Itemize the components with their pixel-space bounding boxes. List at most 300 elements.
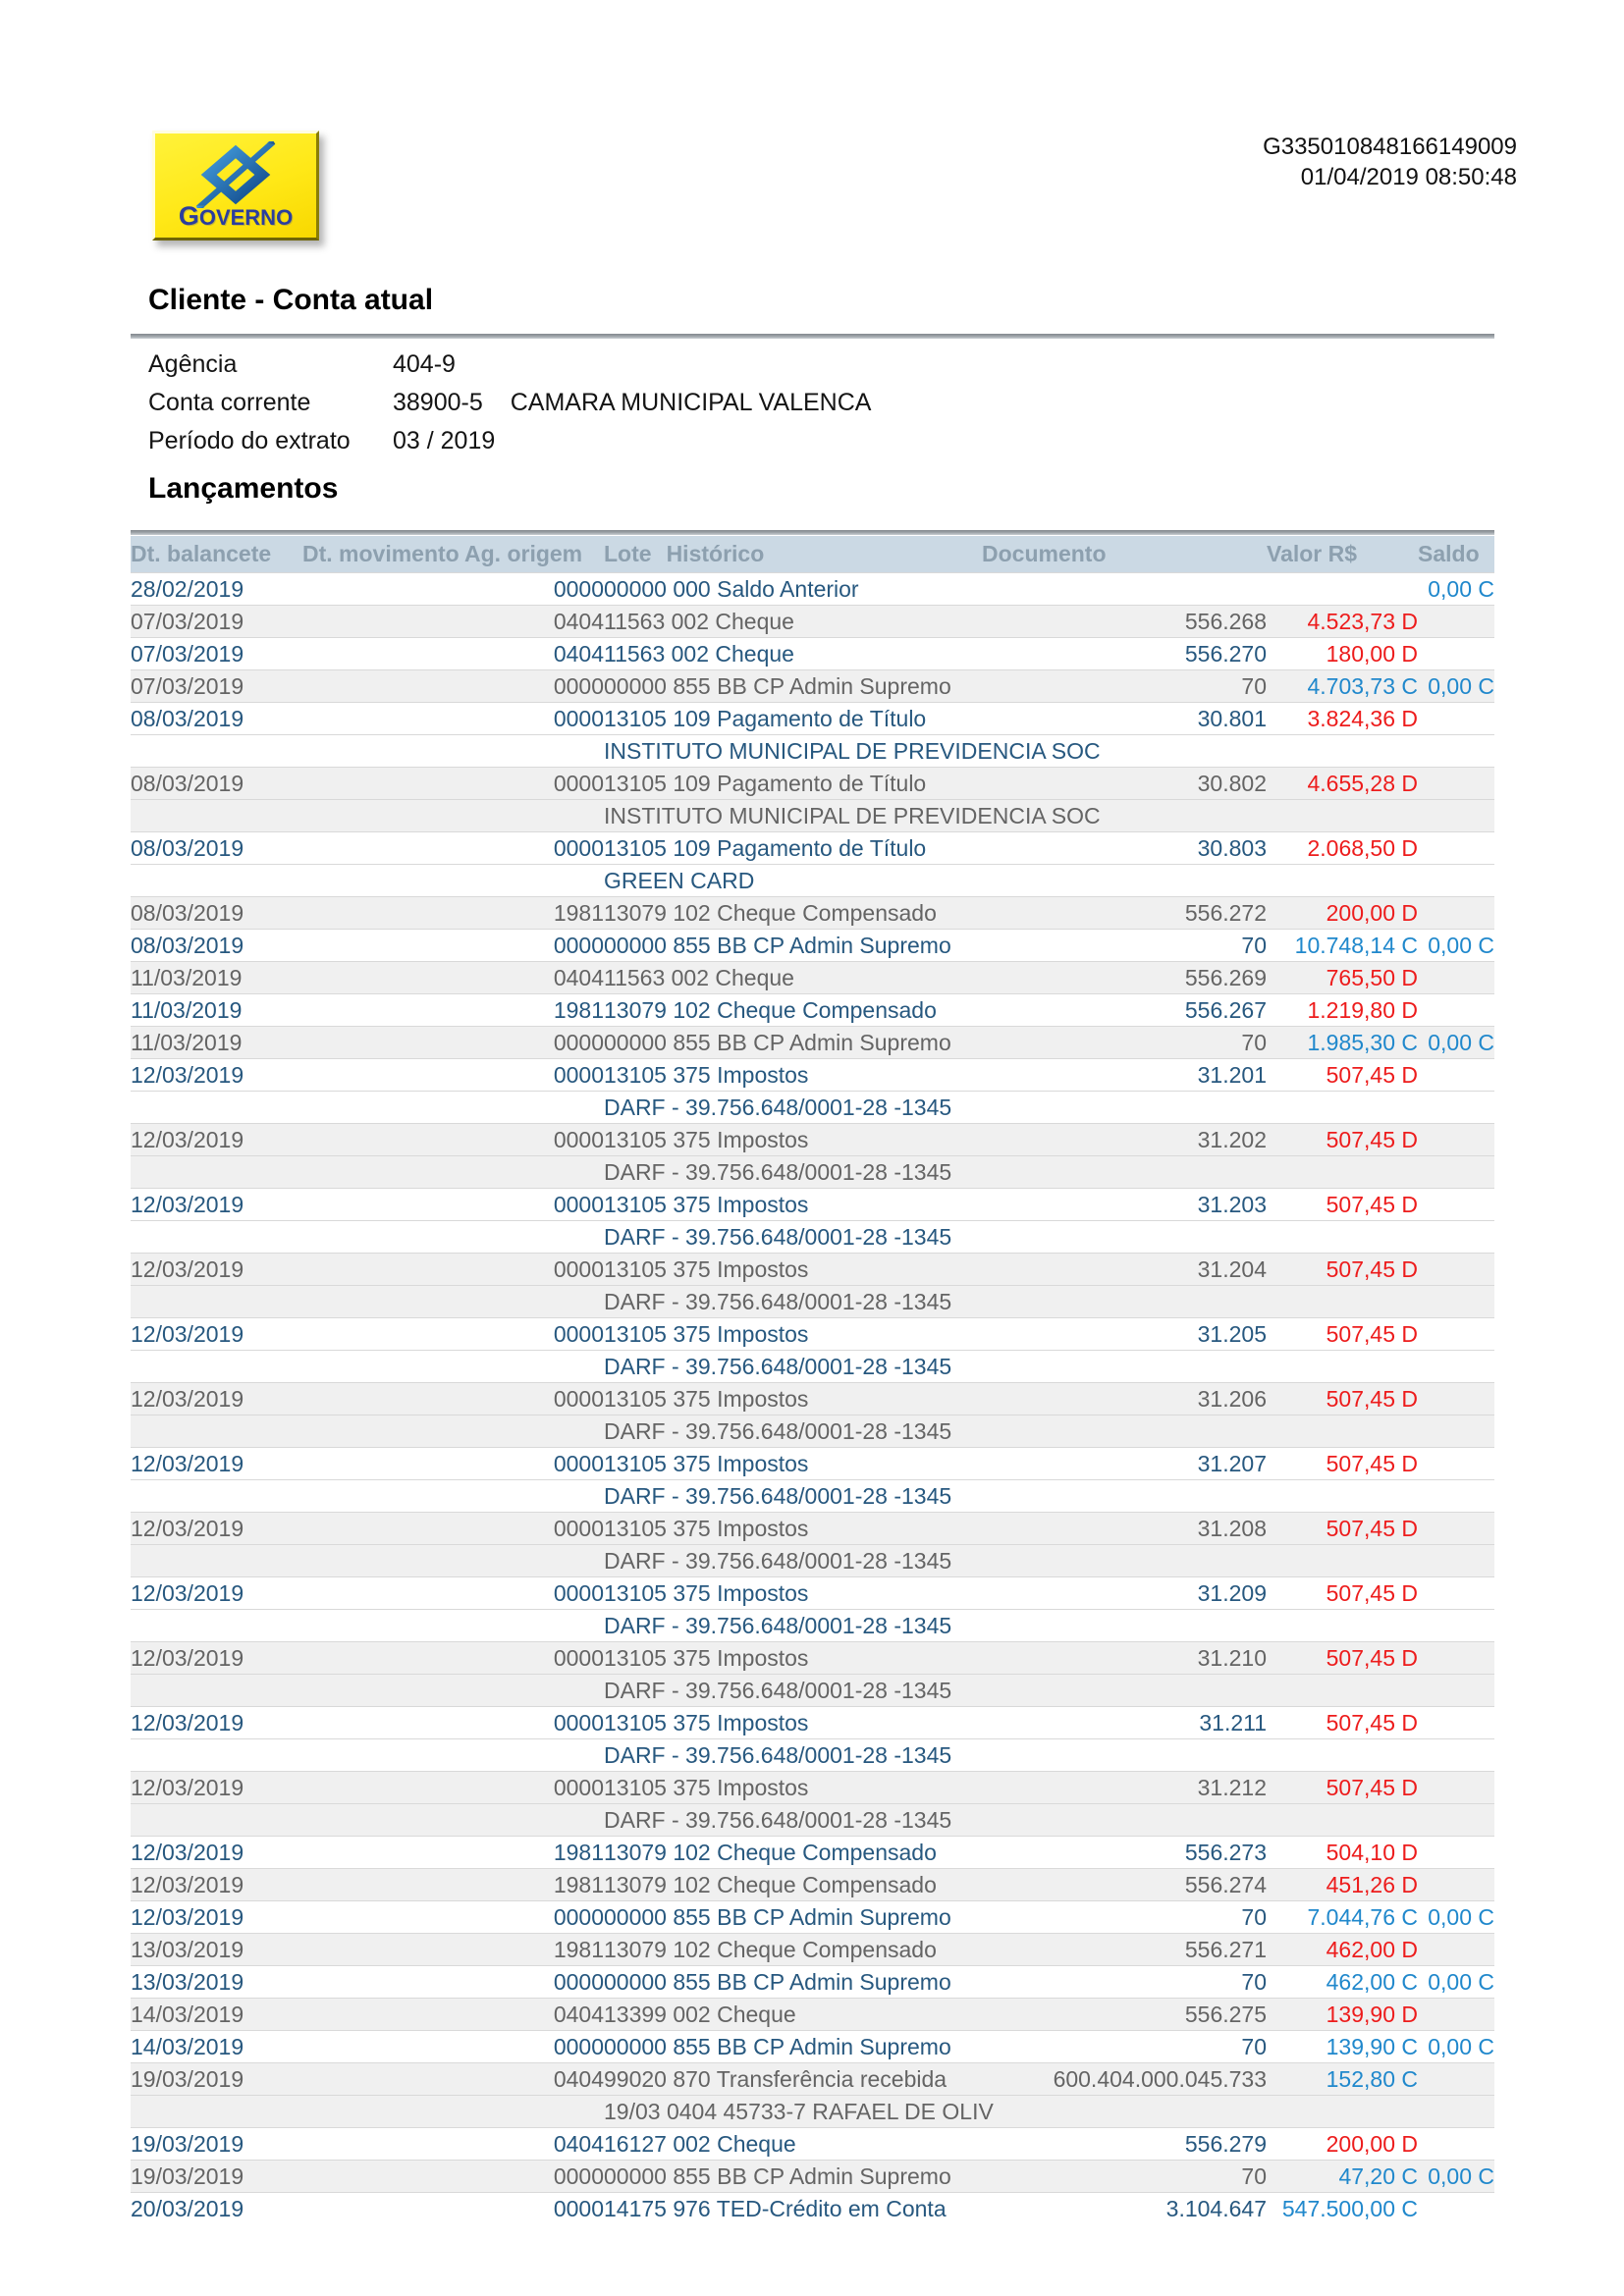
cell-empty — [1418, 1156, 1494, 1189]
transaction-detail-row — [131, 1092, 1494, 1124]
cell-valor: 2.068,50 D — [1267, 832, 1418, 865]
cell-documento: 30.803 — [982, 832, 1267, 865]
cell-historico: 00000 855 BB CP Admin Supremo — [604, 2031, 982, 2063]
account-label: Agência — [148, 350, 238, 378]
header-valor: Valor R$ — [1267, 536, 1418, 573]
transaction-row — [131, 1999, 1494, 2031]
cell-documento: 31.204 — [982, 1254, 1267, 1286]
cell-documento: 556.267 — [982, 994, 1267, 1027]
cell-dt-balancete: 13/03/2019 — [131, 1966, 302, 1999]
transactions-table — [131, 536, 1494, 2224]
cell-ag-origem: 0000 — [464, 1254, 604, 1286]
cell-documento: 31.201 — [982, 1059, 1267, 1092]
cell-dt-movimento — [302, 1837, 464, 1869]
transaction-detail-row — [131, 865, 1494, 897]
cell-detail-text: DARF - 39.756.648/0001-28 -1345 — [604, 1739, 1267, 1772]
cell-dt-balancete: 07/03/2019 — [131, 606, 302, 638]
cell-dt-movimento — [302, 1318, 464, 1351]
cell-valor: 1.985,30 C — [1267, 1027, 1418, 1059]
cell-saldo — [1418, 606, 1494, 638]
cell-ag-origem: 0000 — [464, 1027, 604, 1059]
cell-empty — [1418, 1610, 1494, 1642]
cell-dt-movimento — [302, 1772, 464, 1804]
cell-ag-origem: 0000 — [464, 1966, 604, 1999]
cell-empty — [131, 2096, 604, 2128]
cell-documento: 556.273 — [982, 1837, 1267, 1869]
cell-empty — [1267, 1092, 1418, 1124]
cell-historico: 11563 002 Cheque — [604, 638, 982, 670]
cell-documento: 70 — [982, 1966, 1267, 1999]
cell-ag-origem: 0404 — [464, 638, 604, 670]
cell-valor: 507,45 D — [1267, 1772, 1418, 1804]
cell-ag-origem: 0000 — [464, 703, 604, 735]
cell-empty — [131, 865, 604, 897]
header-documento: Documento — [982, 536, 1267, 573]
cell-dt-movimento — [302, 1124, 464, 1156]
cell-saldo — [1418, 994, 1494, 1027]
transaction-row — [131, 2193, 1494, 2225]
cell-historico: 13105 375 Impostos — [604, 1707, 982, 1739]
cell-empty — [131, 1221, 604, 1254]
cell-empty — [131, 800, 604, 832]
cell-empty — [1267, 1156, 1418, 1189]
cell-saldo — [1418, 768, 1494, 800]
cell-dt-balancete: 07/03/2019 — [131, 670, 302, 703]
cell-dt-movimento — [302, 1642, 464, 1675]
cell-historico: 13399 002 Cheque — [604, 1999, 982, 2031]
cell-empty — [131, 735, 604, 768]
cell-historico: 00000 855 BB CP Admin Supremo — [604, 1966, 982, 1999]
cell-empty — [131, 1480, 604, 1513]
transaction-detail-row — [131, 1739, 1494, 1772]
cell-valor: 139,90 D — [1267, 1999, 1418, 2031]
transaction-row — [131, 1901, 1494, 1934]
cell-dt-movimento — [302, 1869, 464, 1901]
cell-empty — [1267, 1480, 1418, 1513]
cell-detail-text: DARF - 39.756.648/0001-28 -1345 — [604, 1092, 1267, 1124]
cell-ag-origem: 0000 — [464, 1318, 604, 1351]
cell-empty — [1418, 1286, 1494, 1318]
cell-empty — [1267, 1804, 1418, 1837]
cell-documento: 556.274 — [982, 1869, 1267, 1901]
transaction-row — [131, 832, 1494, 865]
cell-empty — [1267, 2096, 1418, 2128]
cell-ag-origem: 0404 — [464, 2063, 604, 2096]
cell-saldo: 0,00 C — [1418, 573, 1494, 606]
cell-dt-movimento — [302, 1059, 464, 1092]
cell-valor: 507,45 D — [1267, 1513, 1418, 1545]
cell-ag-origem: 0000 — [464, 1448, 604, 1480]
cell-valor: 4.655,28 D — [1267, 768, 1418, 800]
cell-dt-balancete: 14/03/2019 — [131, 2031, 302, 2063]
cell-empty — [1267, 1675, 1418, 1707]
cell-dt-balancete: 08/03/2019 — [131, 930, 302, 962]
transaction-detail-row — [131, 1610, 1494, 1642]
cell-ag-origem: 0000 — [464, 768, 604, 800]
transaction-detail-row — [131, 1415, 1494, 1448]
cell-valor: 507,45 D — [1267, 1254, 1418, 1286]
transaction-row — [131, 962, 1494, 994]
cell-dt-balancete: 08/03/2019 — [131, 703, 302, 735]
cell-ag-origem: 0000 — [464, 1901, 604, 1934]
cell-empty — [131, 1351, 604, 1383]
transaction-row — [131, 1869, 1494, 1901]
cell-historico: 13105 375 Impostos — [604, 1383, 982, 1415]
cell-ag-origem: 0000 — [464, 1772, 604, 1804]
cell-documento: 556.275 — [982, 1999, 1267, 2031]
cell-historico: 13079 102 Cheque Compensado — [604, 1837, 982, 1869]
cell-valor: 462,00 C — [1267, 1966, 1418, 1999]
cell-ag-origem: 0000 — [464, 1059, 604, 1092]
transaction-detail-row — [131, 2096, 1494, 2128]
cell-saldo: 0,00 C — [1418, 930, 1494, 962]
cell-empty — [131, 1156, 604, 1189]
transaction-row — [131, 606, 1494, 638]
cell-empty — [1418, 735, 1494, 768]
cell-ag-origem: 0000 — [464, 2031, 604, 2063]
cell-dt-balancete: 19/03/2019 — [131, 2063, 302, 2096]
cell-documento: 70 — [982, 1027, 1267, 1059]
cell-dt-balancete: 12/03/2019 — [131, 1577, 302, 1610]
cell-dt-movimento — [302, 606, 464, 638]
cell-saldo — [1418, 1448, 1494, 1480]
cell-empty — [1267, 1286, 1418, 1318]
header-dt-movimento: Dt. movimento — [302, 536, 464, 573]
cell-empty — [131, 1286, 604, 1318]
transaction-row — [131, 1513, 1494, 1545]
cell-ag-origem: 0000 — [464, 2161, 604, 2193]
cell-empty — [1418, 800, 1494, 832]
cell-saldo — [1418, 1254, 1494, 1286]
cell-dt-balancete: 12/03/2019 — [131, 1318, 302, 1351]
header-saldo: Saldo — [1418, 536, 1494, 573]
transaction-row — [131, 1059, 1494, 1092]
transaction-detail-row — [131, 1675, 1494, 1707]
cell-documento: 31.203 — [982, 1189, 1267, 1221]
cell-dt-balancete: 08/03/2019 — [131, 832, 302, 865]
cell-documento: 31.202 — [982, 1124, 1267, 1156]
cell-historico: 99020 870 Transferência recebida — [604, 2063, 982, 2096]
cell-empty — [131, 1675, 604, 1707]
header-lote-historico — [604, 536, 982, 573]
cell-saldo: 0,00 C — [1418, 2161, 1494, 2193]
cell-empty — [1418, 1415, 1494, 1448]
cell-valor: 3.824,36 D — [1267, 703, 1418, 735]
transaction-row — [131, 1027, 1494, 1059]
transaction-row — [131, 1577, 1494, 1610]
cell-saldo — [1418, 2063, 1494, 2096]
cell-valor: 451,26 D — [1267, 1869, 1418, 1901]
cell-valor: 1.219,80 D — [1267, 994, 1418, 1027]
cell-dt-movimento — [302, 1513, 464, 1545]
divider-rule — [131, 334, 1494, 339]
client-section-title: Cliente - Conta atual — [148, 284, 434, 316]
cell-dt-balancete: 07/03/2019 — [131, 638, 302, 670]
cell-dt-balancete: 12/03/2019 — [131, 1869, 302, 1901]
cell-valor: 507,45 D — [1267, 1577, 1418, 1610]
transaction-row — [131, 1934, 1494, 1966]
cell-ag-origem: 0000 — [464, 2193, 604, 2225]
cell-ag-origem: 0404 — [464, 962, 604, 994]
cell-empty — [1267, 1415, 1418, 1448]
cell-documento: 70 — [982, 1901, 1267, 1934]
cell-detail-text: 19/03 0404 45733-7 RAFAEL DE OLIV — [604, 2096, 1267, 2128]
cell-empty — [1267, 1610, 1418, 1642]
cell-documento: 556.279 — [982, 2128, 1267, 2161]
cell-documento: 70 — [982, 930, 1267, 962]
cell-valor: 47,20 C — [1267, 2161, 1418, 2193]
cell-saldo — [1418, 1707, 1494, 1739]
cell-empty — [1418, 1675, 1494, 1707]
cell-historico: 13079 102 Cheque Compensado — [604, 1934, 982, 1966]
cell-documento — [982, 573, 1267, 606]
cell-ag-origem: 0000 — [464, 930, 604, 962]
cell-dt-balancete: 12/03/2019 — [131, 1707, 302, 1739]
cell-empty — [1418, 1804, 1494, 1837]
cell-saldo — [1418, 1934, 1494, 1966]
cell-empty — [1267, 865, 1418, 897]
cell-documento: 70 — [982, 2031, 1267, 2063]
cell-ag-origem: 0000 — [464, 573, 604, 606]
cell-valor: 507,45 D — [1267, 1318, 1418, 1351]
cell-empty — [1418, 1480, 1494, 1513]
cell-dt-movimento — [302, 2031, 464, 2063]
cell-historico: 13079 102 Cheque Compensado — [604, 994, 982, 1027]
cell-saldo — [1418, 1124, 1494, 1156]
cell-dt-balancete: 20/03/2019 — [131, 2193, 302, 2225]
account-value: 03 / 2019 — [393, 427, 496, 454]
cell-saldo — [1418, 703, 1494, 735]
cell-saldo: 0,00 C — [1418, 670, 1494, 703]
cell-empty — [131, 1739, 604, 1772]
cell-empty — [1267, 800, 1418, 832]
cell-ag-origem: 0404 — [464, 606, 604, 638]
cell-saldo — [1418, 1772, 1494, 1804]
cell-historico: 13105 375 Impostos — [604, 1318, 982, 1351]
transaction-row — [131, 1772, 1494, 1804]
cell-dt-movimento — [302, 1448, 464, 1480]
cell-dt-movimento — [302, 2161, 464, 2193]
transaction-row — [131, 1189, 1494, 1221]
cell-empty — [1267, 1739, 1418, 1772]
cell-valor: 139,90 C — [1267, 2031, 1418, 2063]
cell-historico: 13105 375 Impostos — [604, 1642, 982, 1675]
cell-detail-text: DARF - 39.756.648/0001-28 -1345 — [604, 1610, 1267, 1642]
cell-saldo — [1418, 638, 1494, 670]
cell-historico: 00000 855 BB CP Admin Supremo — [604, 670, 982, 703]
transaction-detail-row — [131, 1480, 1494, 1513]
cell-documento: 600.404.000.045.733 — [982, 2063, 1267, 2096]
account-row-periodo — [148, 422, 871, 460]
cell-detail-text: DARF - 39.756.648/0001-28 -1345 — [604, 1286, 1267, 1318]
cell-dt-balancete: 14/03/2019 — [131, 1999, 302, 2031]
cell-empty — [1418, 1221, 1494, 1254]
cell-historico: 00000 855 BB CP Admin Supremo — [604, 930, 982, 962]
cell-dt-movimento — [302, 832, 464, 865]
cell-ag-origem: 0000 — [464, 1189, 604, 1221]
cell-dt-movimento — [302, 1189, 464, 1221]
bank-logo — [152, 131, 319, 240]
cell-ag-origem: 1981 — [464, 1869, 604, 1901]
cell-saldo — [1418, 1189, 1494, 1221]
account-label: Conta corrente — [148, 389, 311, 416]
cell-dt-balancete: 28/02/2019 — [131, 573, 302, 606]
cell-valor: 152,80 C — [1267, 2063, 1418, 2096]
cell-valor: 180,00 D — [1267, 638, 1418, 670]
account-value: 404-9 — [393, 350, 456, 378]
cell-valor: 547.500,00 C — [1267, 2193, 1418, 2225]
cell-dt-balancete: 12/03/2019 — [131, 1254, 302, 1286]
cell-dt-movimento — [302, 1027, 464, 1059]
cell-documento: 30.802 — [982, 768, 1267, 800]
cell-empty — [1418, 1545, 1494, 1577]
document-meta — [1263, 132, 1517, 192]
cell-saldo — [1418, 832, 1494, 865]
cell-dt-movimento — [302, 897, 464, 930]
cell-valor — [1267, 573, 1418, 606]
cell-historico: 13105 375 Impostos — [604, 1124, 982, 1156]
cell-empty — [131, 1092, 604, 1124]
cell-historico: 13105 375 Impostos — [604, 1772, 982, 1804]
cell-documento: 556.272 — [982, 897, 1267, 930]
cell-ag-origem: 0000 — [464, 1383, 604, 1415]
cell-valor: 200,00 D — [1267, 2128, 1418, 2161]
print-timestamp: 01/04/2019 08:50:48 — [1300, 164, 1517, 190]
divider-rule — [131, 530, 1494, 535]
transaction-row — [131, 638, 1494, 670]
transaction-row — [131, 1448, 1494, 1480]
cell-dt-balancete: 12/03/2019 — [131, 1124, 302, 1156]
cell-historico: 13079 102 Cheque Compensado — [604, 1869, 982, 1901]
cell-dt-movimento — [302, 930, 464, 962]
cell-historico: 13079 102 Cheque Compensado — [604, 897, 982, 930]
cell-ag-origem: 1981 — [464, 897, 604, 930]
cell-dt-movimento — [302, 1577, 464, 1610]
cell-documento: 31.210 — [982, 1642, 1267, 1675]
cell-detail-text: INSTITUTO MUNICIPAL DE PREVIDENCIA SOC — [604, 800, 1267, 832]
cell-detail-text: GREEN CARD — [604, 865, 1267, 897]
cell-ag-origem: 1981 — [464, 994, 604, 1027]
cell-saldo — [1418, 1869, 1494, 1901]
cell-historico: 14175 976 TED-Crédito em Conta — [604, 2193, 982, 2225]
transaction-row — [131, 930, 1494, 962]
cell-saldo — [1418, 962, 1494, 994]
account-row-agencia — [148, 346, 871, 384]
cell-dt-movimento — [302, 1999, 464, 2031]
cell-detail-text: DARF - 39.756.648/0001-28 -1345 — [604, 1480, 1267, 1513]
cell-valor: 504,10 D — [1267, 1837, 1418, 1869]
cell-documento: 31.211 — [982, 1707, 1267, 1739]
cell-dt-movimento — [302, 1707, 464, 1739]
cell-valor: 200,00 D — [1267, 897, 1418, 930]
transaction-row — [131, 703, 1494, 735]
cell-valor: 507,45 D — [1267, 1642, 1418, 1675]
transaction-row — [131, 2031, 1494, 2063]
cell-valor: 507,45 D — [1267, 1059, 1418, 1092]
transaction-detail-row — [131, 1221, 1494, 1254]
cell-historico: 13105 109 Pagamento de Título — [604, 768, 982, 800]
cell-empty — [1267, 1545, 1418, 1577]
cell-dt-movimento — [302, 703, 464, 735]
cell-empty — [1418, 865, 1494, 897]
cell-valor: 765,50 D — [1267, 962, 1418, 994]
cell-dt-balancete: 12/03/2019 — [131, 1383, 302, 1415]
account-holder: CAMARA MUNICIPAL VALENCA — [510, 389, 872, 416]
account-value: 38900-5 — [393, 389, 483, 416]
cell-ag-origem: 1981 — [464, 1934, 604, 1966]
cell-ag-origem: 0000 — [464, 1707, 604, 1739]
cell-empty — [131, 1804, 604, 1837]
table-header-row — [131, 536, 1494, 573]
cell-valor: 507,45 D — [1267, 1124, 1418, 1156]
header-ag-origem: Ag. origem — [464, 536, 604, 573]
cell-documento: 556.269 — [982, 962, 1267, 994]
cell-dt-balancete: 19/03/2019 — [131, 2128, 302, 2161]
cell-historico: 13105 375 Impostos — [604, 1189, 982, 1221]
transaction-row — [131, 1707, 1494, 1739]
cell-ag-origem: 0000 — [464, 1577, 604, 1610]
cell-saldo — [1418, 1318, 1494, 1351]
cell-ag-origem: 0000 — [464, 1513, 604, 1545]
transaction-row — [131, 1966, 1494, 1999]
cell-dt-balancete: 12/03/2019 — [131, 1772, 302, 1804]
transaction-row — [131, 2128, 1494, 2161]
cell-ag-origem: 0000 — [464, 670, 604, 703]
transaction-row — [131, 768, 1494, 800]
transaction-detail-row — [131, 1545, 1494, 1577]
cell-dt-movimento — [302, 1934, 464, 1966]
cell-detail-text: INSTITUTO MUNICIPAL DE PREVIDENCIA SOC — [604, 735, 1267, 768]
cell-dt-movimento — [302, 1966, 464, 1999]
header-historico: Histórico — [666, 541, 765, 566]
cell-saldo — [1418, 1513, 1494, 1545]
cell-historico: 13105 375 Impostos — [604, 1513, 982, 1545]
bb-diamond-icon — [194, 141, 277, 208]
cell-empty — [1418, 2096, 1494, 2128]
cell-documento: 3.104.647 — [982, 2193, 1267, 2225]
cell-detail-text: DARF - 39.756.648/0001-28 -1345 — [604, 1415, 1267, 1448]
cell-saldo — [1418, 1837, 1494, 1869]
cell-historico: 11563 002 Cheque — [604, 962, 982, 994]
transaction-detail-row — [131, 735, 1494, 768]
cell-valor: 507,45 D — [1267, 1707, 1418, 1739]
cell-empty — [1267, 1221, 1418, 1254]
cell-saldo — [1418, 1383, 1494, 1415]
transaction-detail-row — [131, 1351, 1494, 1383]
cell-dt-movimento — [302, 1254, 464, 1286]
cell-detail-text: DARF - 39.756.648/0001-28 -1345 — [604, 1156, 1267, 1189]
cell-historico: 13105 109 Pagamento de Título — [604, 703, 982, 735]
cell-valor: 10.748,14 C — [1267, 930, 1418, 962]
cell-dt-movimento — [302, 670, 464, 703]
cell-historico: 13105 375 Impostos — [604, 1059, 982, 1092]
transaction-row — [131, 1318, 1494, 1351]
cell-detail-text: DARF - 39.756.648/0001-28 -1345 — [604, 1804, 1267, 1837]
cell-dt-balancete: 13/03/2019 — [131, 1934, 302, 1966]
cell-dt-balancete: 11/03/2019 — [131, 962, 302, 994]
cell-dt-balancete: 12/03/2019 — [131, 1513, 302, 1545]
cell-dt-movimento — [302, 2063, 464, 2096]
transaction-row — [131, 994, 1494, 1027]
cell-historico: 16127 002 Cheque — [604, 2128, 982, 2161]
cell-saldo: 0,00 C — [1418, 1901, 1494, 1934]
cell-saldo: 0,00 C — [1418, 1966, 1494, 1999]
cell-ag-origem: 0404 — [464, 1999, 604, 2031]
cell-historico: 11563 002 Cheque — [604, 606, 982, 638]
cell-documento: 556.271 — [982, 1934, 1267, 1966]
cell-valor: 462,00 D — [1267, 1934, 1418, 1966]
transaction-row — [131, 1124, 1494, 1156]
